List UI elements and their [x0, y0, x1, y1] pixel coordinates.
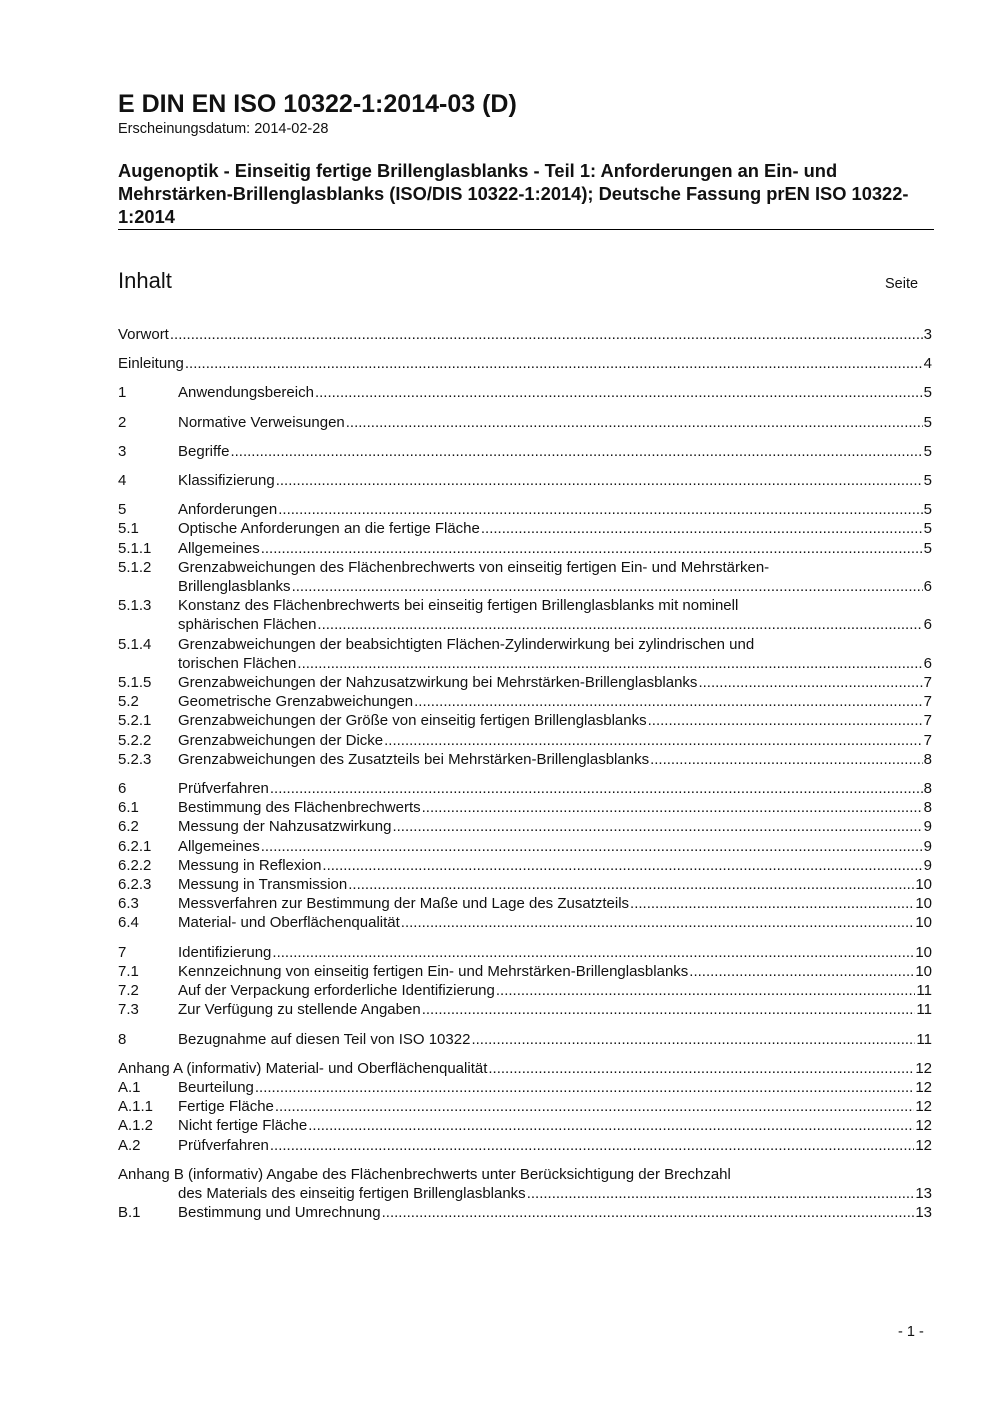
toc-entry-page: 8: [923, 799, 932, 817]
toc-entry[interactable]: [118, 1078, 932, 1097]
toc-entry[interactable]: [118, 1165, 932, 1203]
toc-entry-title: Anwendungsbereich: [178, 384, 314, 402]
toc-entry[interactable]: [118, 471, 932, 490]
toc-entry-page: 8: [923, 750, 932, 768]
dot-leader: [230, 442, 922, 461]
toc-entry-title: Messung in Transmission: [178, 876, 348, 894]
toc-entry[interactable]: [118, 519, 932, 538]
dot-leader: [261, 837, 923, 856]
toc-entry-title-line: Anhang B (informativ) Angabe des Flächenbrechwerts unter Berücksichtigung der Brechzahl: [118, 1165, 731, 1183]
toc-entry-page: 12: [915, 1098, 932, 1116]
toc-entry-title: Beurteilung: [178, 1078, 254, 1096]
dot-leader: [527, 1184, 915, 1203]
document-title: Augenoptik - Einseitig fertige Brillenglasblanks - Teil 1: Anforderungen an Ein- und Mehrstärken-Brillenglasblanks (ISO/DIS 10322-1:2014); Deutsche Fassung prEN ISO 10322-1:2014: [118, 160, 909, 227]
dot-leader: [414, 692, 923, 711]
dot-leader: [276, 471, 923, 490]
toc-entry[interactable]: [118, 856, 932, 875]
toc-entry-page: 10: [915, 895, 932, 913]
dot-leader: [384, 731, 923, 750]
dot-leader: [270, 779, 923, 798]
toc-entry[interactable]: [118, 711, 932, 730]
toc-page-label: Seite: [885, 276, 919, 292]
dot-leader: [275, 1097, 914, 1116]
toc-entry-number: 5: [118, 501, 127, 519]
toc-entry-number: 4: [118, 472, 127, 490]
toc-entry-page: 3: [923, 326, 932, 343]
dot-leader: [292, 577, 923, 596]
toc-entry-number: 5.1.4: [118, 635, 152, 653]
toc-entry[interactable]: [118, 325, 932, 344]
toc-entry-number: 5.1.1: [118, 539, 152, 557]
page-number: - 1 -: [898, 1324, 924, 1340]
toc-entry-page: 5: [923, 384, 932, 402]
toc-entry-page: 11: [916, 1030, 932, 1048]
toc-entry-title: Bezugnahme auf diesen Teil von ISO 10322: [178, 1030, 471, 1048]
toc-entry[interactable]: [118, 817, 932, 836]
toc-entry-number: 6.2.2: [118, 856, 152, 874]
dot-leader: [689, 962, 914, 981]
dot-leader: [650, 750, 923, 769]
toc-entry-number: 5.2.2: [118, 731, 152, 749]
toc-entry[interactable]: [118, 1000, 932, 1019]
toc-entry-page: 11: [916, 1001, 932, 1019]
toc-entry-title: Normative Verweisungen: [178, 413, 345, 431]
toc-entry-title: Nicht fertige Fläche: [178, 1117, 308, 1135]
toc-entry[interactable]: [118, 731, 932, 750]
toc-entry-page: 9: [923, 856, 932, 874]
dot-leader: [488, 1059, 914, 1078]
toc-entry[interactable]: [118, 875, 932, 894]
toc-entry-page: 12: [915, 1117, 932, 1135]
toc-entry-number: 5.1.5: [118, 674, 152, 692]
toc-entry-title: Prüfverfahren: [178, 780, 269, 798]
toc-entry-page: 6: [923, 616, 932, 634]
toc-entry-page: 8: [923, 780, 932, 798]
toc-entry-number: A.1.1: [118, 1098, 154, 1116]
toc-entry-page: 9: [923, 837, 932, 855]
toc-entry[interactable]: [118, 1030, 932, 1049]
toc-entry-number: 6.2.3: [118, 876, 152, 894]
toc-entry[interactable]: [118, 1097, 932, 1116]
toc-entry[interactable]: [118, 981, 932, 1000]
toc-entry-number: 6.2: [118, 818, 139, 836]
toc-entry-title: Geometrische Grenzabweichungen: [178, 693, 414, 711]
toc-entry[interactable]: [118, 1136, 932, 1155]
toc-entry-title: Klassifizierung: [178, 472, 275, 490]
toc-entry[interactable]: [118, 962, 932, 981]
toc-entry-number: 7.2: [118, 982, 139, 1000]
toc-entry[interactable]: [118, 383, 932, 402]
dot-leader: [322, 856, 922, 875]
toc-entry-page: 5: [923, 413, 932, 431]
toc-entry-title: Auf der Verpackung erforderliche Identifizierung: [178, 982, 495, 1000]
toc-entry-page: 9: [923, 818, 932, 836]
toc-entry-title: Identifizierung: [178, 943, 272, 961]
dot-leader: [270, 1136, 914, 1155]
dot-leader: [272, 943, 914, 962]
toc-entry[interactable]: [118, 1116, 932, 1135]
dot-leader: [170, 325, 923, 344]
dot-leader: [278, 500, 922, 519]
toc-entry-number: 3: [118, 442, 127, 460]
dot-leader: [481, 519, 923, 538]
toc-heading: Inhalt: [118, 268, 172, 293]
toc-entry[interactable]: [118, 354, 932, 373]
toc-entry-page: 7: [923, 712, 932, 730]
toc-entry-page: 7: [923, 693, 932, 711]
toc-entry-number: 7.1: [118, 962, 139, 980]
toc-entry-page: 5: [923, 539, 932, 557]
toc-entry[interactable]: [118, 442, 932, 461]
table-of-contents: [118, 325, 932, 1222]
toc-entry-page: 10: [915, 962, 932, 980]
toc-entry-title: Kennzeichnung von einseitig fertigen Ein- und Mehrstärken-Brillenglasblanks: [178, 962, 689, 980]
toc-entry-number: A.1.2: [118, 1117, 154, 1135]
dot-leader: [422, 1000, 916, 1019]
dot-leader: [346, 413, 923, 432]
toc-entry-number: A.2: [118, 1136, 141, 1154]
toc-entry-page: 10: [915, 943, 932, 961]
toc-entry-number: 5.2.3: [118, 750, 152, 768]
toc-entry-title: Optische Anforderungen an die fertige Fläche: [178, 520, 480, 538]
toc-entry-page: 10: [915, 914, 932, 932]
toc-entry-page: 11: [916, 982, 932, 1000]
toc-entry-title: Allgemeines: [178, 837, 260, 855]
toc-entry-page: 13: [915, 1184, 932, 1202]
dot-leader: [401, 913, 915, 932]
toc-entry-page: 7: [923, 731, 932, 749]
toc-entry-number: 7: [118, 943, 127, 961]
toc-entry[interactable]: [118, 1203, 932, 1222]
toc-entry-title: Vorwort: [118, 326, 169, 343]
toc-entry-title: des Materials des einseitig fertigen Brillenglasblanks: [178, 1184, 526, 1202]
toc-entry-number: 8: [118, 1030, 127, 1048]
toc-entry[interactable]: [118, 837, 932, 856]
dot-leader: [630, 894, 914, 913]
toc-entry-page: 5: [923, 501, 932, 519]
toc-entry-number: 6.4: [118, 914, 139, 932]
toc-entry-page: 12: [915, 1078, 932, 1096]
toc-entry[interactable]: [118, 500, 932, 519]
toc-entry[interactable]: [118, 673, 932, 692]
dot-leader: [261, 539, 923, 558]
dot-leader: [392, 817, 922, 836]
dot-leader: [648, 711, 923, 730]
toc-entry-title: Material- und Oberflächenqualität: [178, 914, 400, 932]
toc-entry-page: 10: [915, 876, 932, 894]
dot-leader: [308, 1116, 914, 1135]
toc-entry-title: Anhang A (informativ) Material- und Oberflächenqualität: [118, 1059, 488, 1077]
dot-leader: [471, 1030, 915, 1049]
dot-leader: [382, 1203, 915, 1222]
dot-leader: [315, 383, 923, 402]
toc-entry[interactable]: [118, 750, 932, 769]
toc-entry-title: Messverfahren zur Bestimmung der Maße und Lage des Zusatzteils: [178, 895, 630, 913]
toc-entry-number: 5.2.1: [118, 712, 152, 730]
toc-entry-number: 7.3: [118, 1001, 139, 1019]
toc-entry-number: 6.1: [118, 799, 139, 817]
toc-entry-title-line: Konstanz des Flächenbrechwerts bei einseitig fertigen Brillenglasblanks mit nominell: [178, 597, 739, 615]
toc-entry-page: 5: [923, 442, 932, 460]
toc-entry[interactable]: [118, 1059, 932, 1078]
toc-entry-title: Grenzabweichungen des Zusatzteils bei Mehrstärken-Brillenglasblanks: [178, 750, 650, 768]
toc-entry-page: 5: [923, 520, 932, 538]
toc-entry-title: Begriffe: [178, 442, 230, 460]
toc-entry-title: Grenzabweichungen der Größe von einseitig fertigen Brillenglasblanks: [178, 712, 647, 730]
toc-entry-page: 4: [923, 355, 932, 373]
toc-entry[interactable]: [118, 539, 932, 558]
toc-entry-title: Messung der Nahzusatzwirkung: [178, 818, 392, 836]
dot-leader: [185, 354, 923, 373]
dot-leader: [255, 1078, 914, 1097]
toc-entry-title-line: Grenzabweichungen der beabsichtigten Flächen-Zylinderwirkung bei zylindrischen und: [178, 635, 755, 653]
toc-entry-number: 6.3: [118, 895, 139, 913]
toc-entry[interactable]: [118, 558, 932, 596]
toc-entry-page: 12: [915, 1136, 932, 1154]
toc-entry-title: torischen Flächen: [178, 654, 297, 672]
toc-entry[interactable]: [118, 913, 932, 932]
toc-entry-title: Messung in Reflexion: [178, 856, 322, 874]
toc-entry-title: Bestimmung und Umrechnung: [178, 1204, 381, 1222]
toc-entry[interactable]: [118, 943, 932, 962]
toc-entry-number: 2: [118, 413, 127, 431]
toc-entry-title: Zur Verfügung zu stellende Angaben: [178, 1001, 421, 1019]
toc-entry-title: Einleitung: [118, 355, 184, 373]
toc-entry-page: 6: [923, 578, 932, 596]
toc-entry-number: 5.1: [118, 520, 139, 538]
toc-entry[interactable]: [118, 779, 932, 798]
toc-entry-number: 6: [118, 780, 127, 798]
dot-leader: [348, 875, 914, 894]
toc-entry[interactable]: [118, 413, 932, 432]
toc-entry-number: B.1: [118, 1204, 141, 1222]
toc-entry-number: 5.1.2: [118, 558, 152, 576]
toc-entry[interactable]: [118, 798, 932, 817]
toc-entry-title: Bestimmung des Flächenbrechwerts: [178, 799, 421, 817]
toc-entry-title: sphärischen Flächen: [178, 616, 317, 634]
toc-entry-title: Fertige Fläche: [178, 1098, 274, 1116]
toc-entry-title: Grenzabweichungen der Nahzusatzwirkung bei Mehrstärken-Brillenglasblanks: [178, 674, 698, 692]
dot-leader: [422, 798, 923, 817]
toc-entry-page: 12: [915, 1059, 932, 1077]
toc-entry-page: 13: [915, 1204, 932, 1222]
publication-date: Erscheinungsdatum: 2014-02-28: [118, 121, 329, 137]
document-id: E DIN EN ISO 10322-1:2014-03 (D): [118, 90, 517, 118]
toc-entry-title: Grenzabweichungen der Dicke: [178, 731, 384, 749]
toc-entry[interactable]: [118, 635, 932, 673]
toc-entry-title: Anforderungen: [178, 501, 278, 519]
dot-leader: [297, 654, 922, 673]
toc-entry-number: A.1: [118, 1078, 141, 1096]
toc-entry[interactable]: [118, 692, 932, 711]
toc-entry-number: 6.2.1: [118, 837, 152, 855]
dot-leader: [496, 981, 916, 1000]
toc-entry-page: 6: [923, 654, 932, 672]
toc-entry[interactable]: [118, 596, 932, 634]
dot-leader: [698, 673, 922, 692]
title-rule: [118, 229, 934, 230]
toc-entry-number: 5.1.3: [118, 597, 152, 615]
toc-entry-page: 7: [923, 674, 932, 692]
toc-entry-title: Brillenglasblanks: [178, 578, 291, 596]
dot-leader: [317, 615, 922, 634]
toc-entry-number: 5.2: [118, 693, 139, 711]
toc-entry-title: Prüfverfahren: [178, 1136, 269, 1154]
toc-entry-page: 5: [923, 472, 932, 490]
toc-entry-number: 1: [118, 384, 127, 402]
toc-entry-title: Allgemeines: [178, 539, 260, 557]
toc-entry-title-line: Grenzabweichungen des Flächenbrechwerts von einseitig fertigen Ein- und Mehrstärken-: [178, 558, 770, 576]
toc-entry[interactable]: [118, 894, 932, 913]
